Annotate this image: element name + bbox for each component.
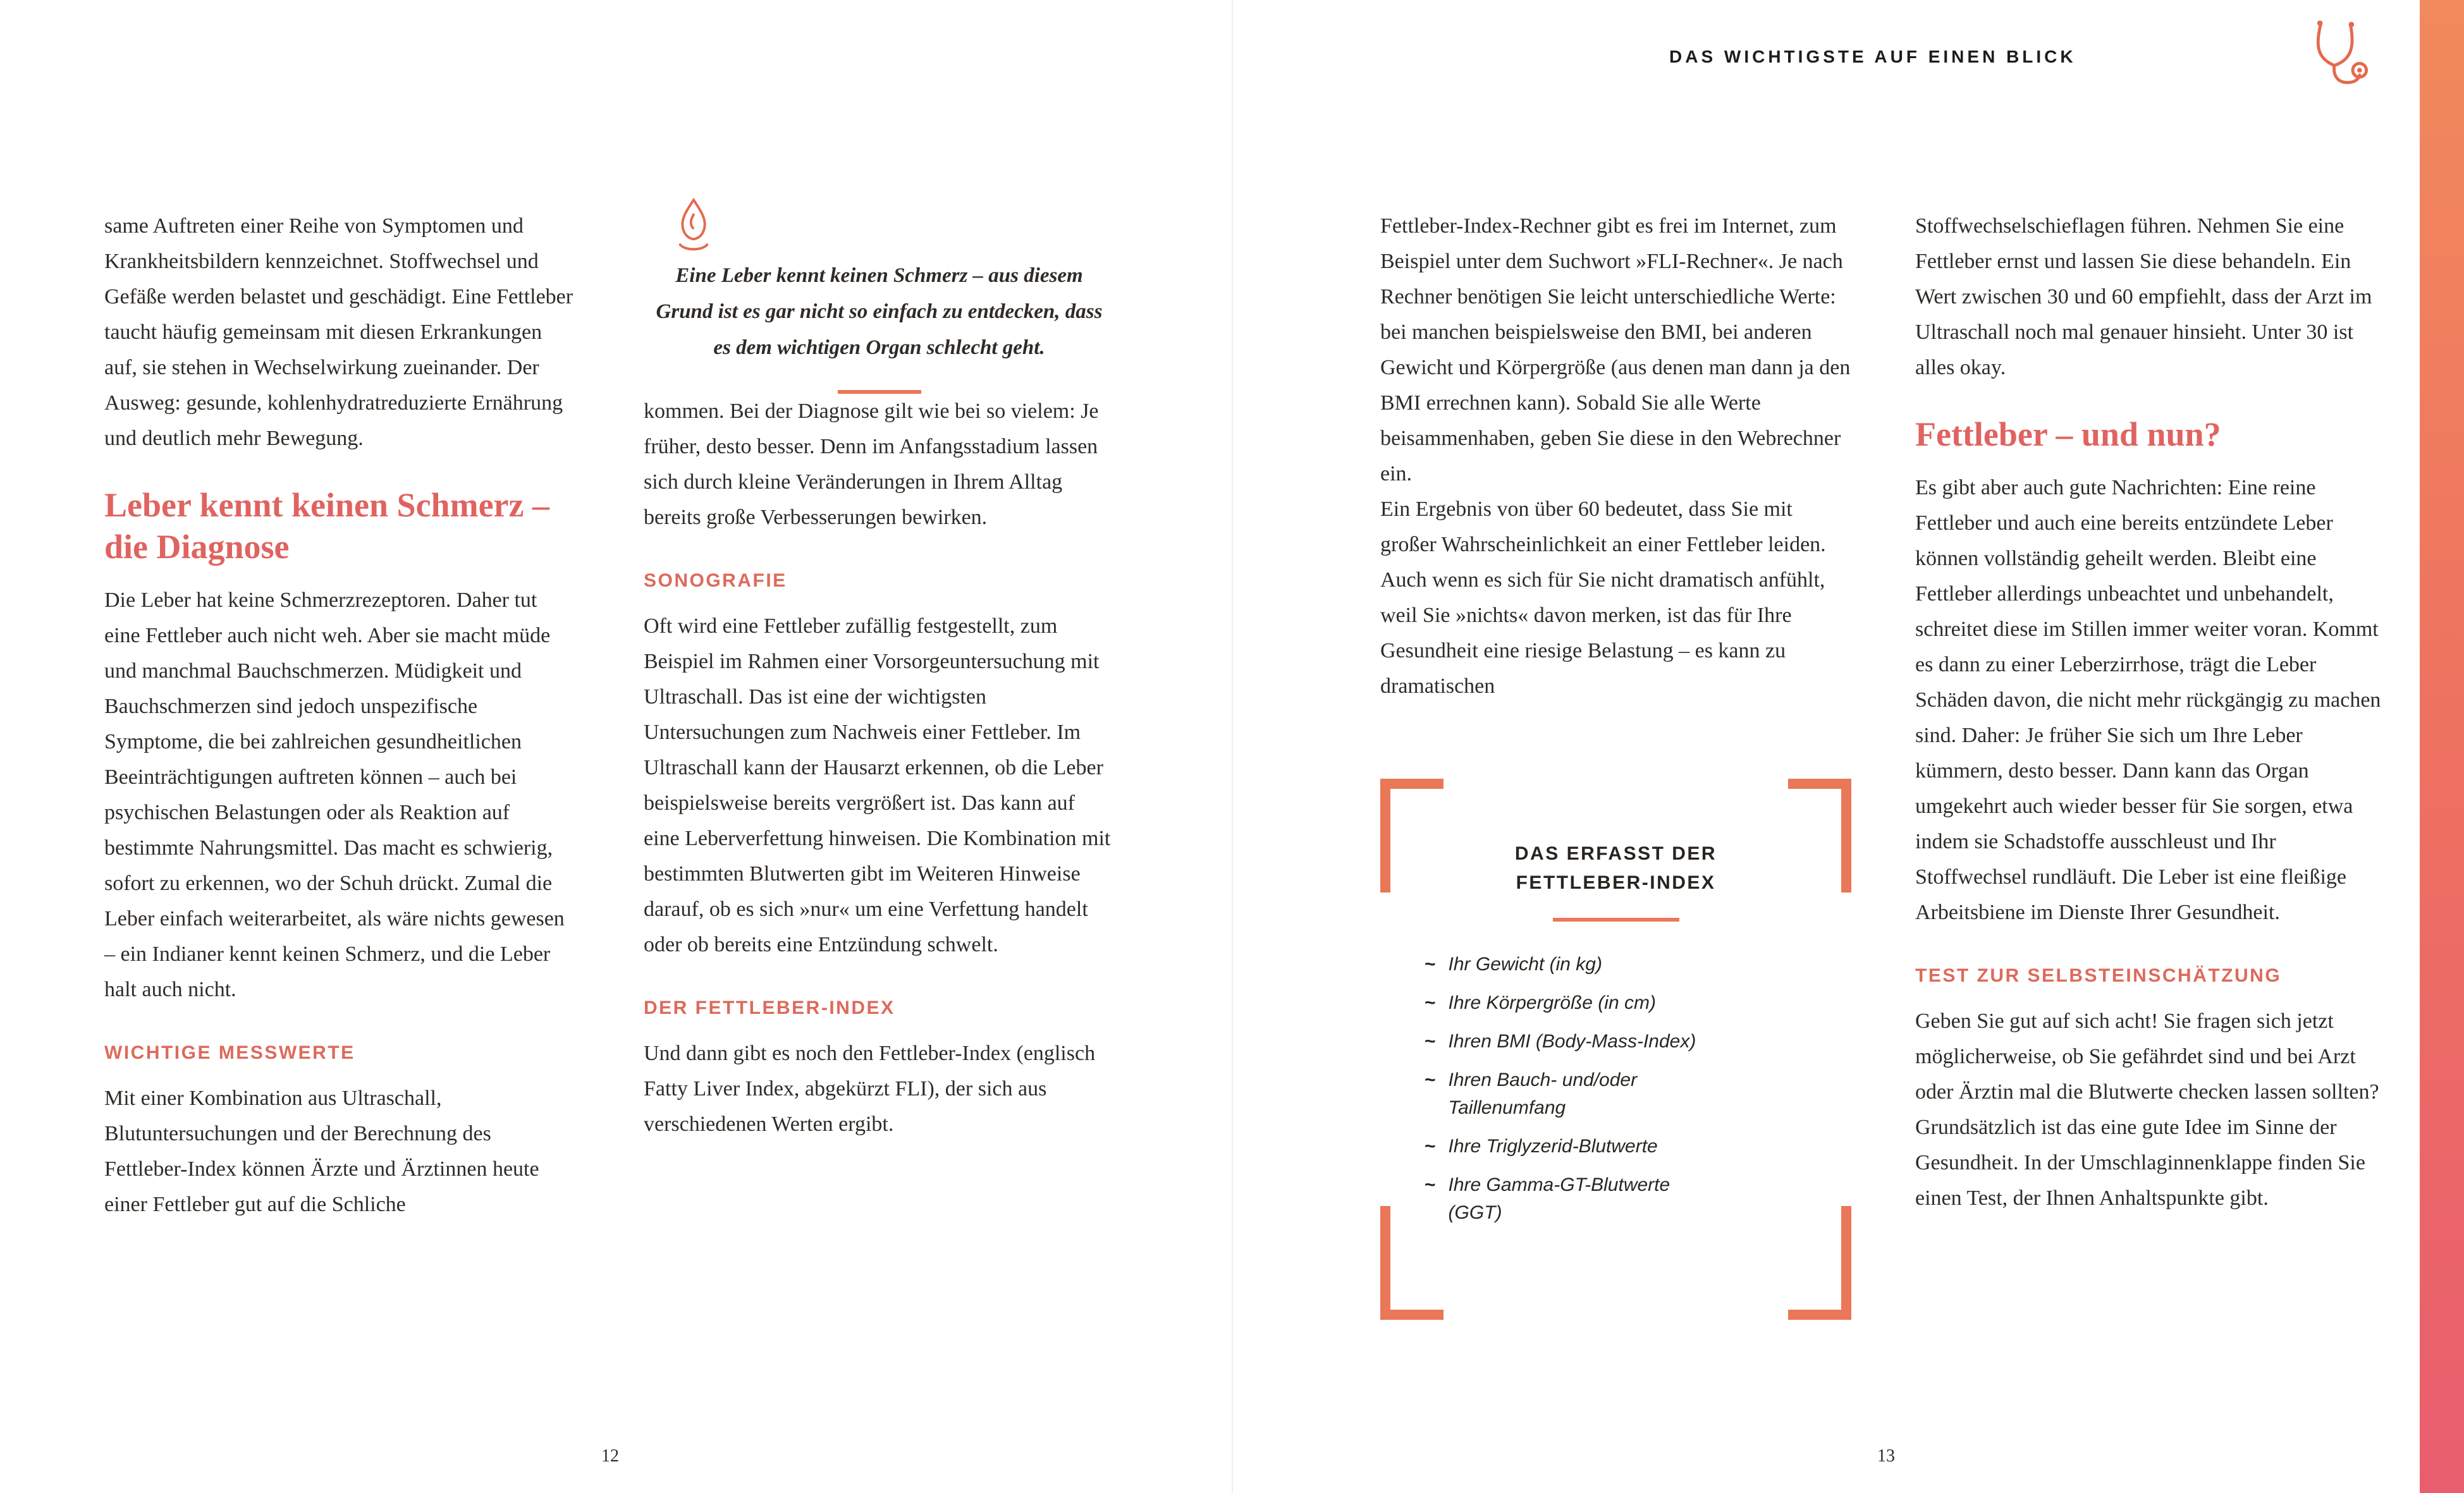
body-paragraph: Es gibt aber auch gute Nachrichten: Eine reine Fettleber und auch eine bereits entzündete Leber können vollständig geheilt werden. Bleibt eine Fettleber allerdings unbeachtet und unbehandelt, schreitet diese im Stillen immer weiter voran. Kommt es dann zu einer Leberzirrhose, trägt die Leber Schäden davon, die nicht mehr rückgängig zu machen sind. Daher: Je früher Sie sich um Ihre Leber kümmern, desto besser. Dann kann das Organ umgekehrt auch wieder besser für Sie sorgen, etwa indem sie Schadstoffe ausschleust und Ihr Stoffwechsel rundläuft. Die Leber ist eine fleißige Arbeitsbiene im Dienste Ihrer Gesundheit.	[1915, 476, 2381, 924]
fact-box-title-line: DAS ERFASST DER	[1514, 843, 1717, 864]
tilde-bullet: ~	[1425, 1136, 1436, 1157]
page-gutter	[1232, 0, 1233, 1493]
fact-box	[1380, 779, 1851, 1320]
body-paragraph: Die Leber hat keine Schmerzrezeptoren. Daher tut eine Fettleber auch nicht weh. Aber sie macht müde und manchmal Bauchschmerzen. Müdigkeit und Bauchschmerzen sind jedoch unspezifische Symptome, die bei zahlreichen gesundheitlichen Beeinträchtigungen auftreten können – auch bei psychischen Belastungen oder als Reaktion auf bestimmte Nahrungsmittel. Das macht es schwierig, sofort zu erkennen, wo der Schuh drückt. Zumal die Leber einfach weiterarbeitet, als wäre nichts gewesen – ein Indianer kennt keinen Schmerz, und die Leber halt auch nicht.	[104, 588, 565, 1001]
fact-box-divider	[1553, 918, 1679, 922]
body-paragraph: Oft wird eine Fettleber zufällig festgestellt, zum Beispiel im Rahmen einer Vorsorgeuntersuchung mit Ultraschall. Das ist eine der wichtigsten Untersuchungen zum Nachweis einer Fettleber. Im Ultraschall kann der Hausarzt erkennen, ob die Leber beispielsweise bereits vergrößert ist. Das kann auf eine Leberverfettung hinweisen. Die Kombination mit bestimmten Blutwerten gibt im Weiteren Hinweise darauf, ob es sich »nur« um eine Verfettung handelt oder ob bereits eine Entzündung schwelt.	[644, 614, 1111, 956]
flame-icon	[674, 196, 713, 255]
bracket-corner-top-left	[1380, 779, 1443, 893]
fact-box-item	[1425, 989, 1807, 1017]
fact-box-item-text: Ihre Triglyzerid-Blutwerte	[1448, 1136, 1658, 1157]
fact-box-item-text: Ihre Gamma-GT-Blutwerte (GGT)	[1448, 1174, 1670, 1223]
fact-box-title	[1425, 839, 1807, 898]
body-paragraph: Fettleber-Index-Rechner gibt es frei im Internet, zum Beispiel unter dem Suchwort »FLI-Rechner«. Je nach Rechner benötigen Sie leicht unterschiedliche Werte: bei manchen beispielsweise den BMI, bei anderen Gewicht und Körpergröße (aus denen man dann ja den BMI errechnen kann). Sobald Sie alle Werte beisammenhaben, geben Sie diese in den Webrechner ein.	[1380, 214, 1851, 485]
stethoscope-icon	[2302, 18, 2370, 95]
fact-box-item	[1425, 951, 1807, 978]
section-heading: Fettleber – und nun?	[1915, 415, 2221, 453]
tilde-bullet: ~	[1425, 992, 1436, 1013]
page-number-right: 13	[1877, 1446, 1895, 1466]
section-heading: Leber kennt keinen Schmerz – die Diagnose	[104, 486, 549, 566]
left-page-column-2	[644, 209, 1115, 1142]
fact-box-item	[1425, 1171, 1807, 1227]
page-number-left: 12	[601, 1446, 619, 1466]
fact-box-item-text: Ihr Gewicht (in kg)	[1448, 954, 1602, 975]
pull-quote: Eine Leber kennt keinen Schmerz – aus diesem Grund ist es gar nicht so einfach zu entdecken, dass es dem wichtigen Organ schlecht geht.	[656, 264, 1103, 359]
left-page-column-1	[104, 209, 575, 1222]
body-paragraph: same Auftreten einer Reihe von Symptomen und Krankheitsbildern kennzeichnet. Stoffwechsel und Gefäße werden belastet und geschädigt. Eine Fettleber taucht häufig gemeinsam mit diesen Erkrankungen auf, sie stehen in Wechselwirkung zueinander. Der Ausweg: gesunde, kohlenhydratreduzierte Ernährung und deutlich mehr Bewegung.	[104, 214, 573, 450]
tilde-bullet: ~	[1425, 1069, 1436, 1090]
subsection-heading: TEST ZUR SELBSTEINSCHÄTZUNG	[1915, 965, 2282, 986]
body-paragraph: Ein Ergebnis von über 60 bedeutet, dass Sie mit großer Wahrscheinlichkeit an einer Fettleber leiden. Auch wenn es sich für Sie nicht dramatisch anfühlt, weil Sie »nichts« davon merken, ist das für Ihre Gesundheit eine riesige Belastung – es kann zu dramatischen	[1380, 497, 1826, 698]
fact-box-item	[1425, 1066, 1807, 1122]
subsection-heading: DER FETTLEBER-INDEX	[644, 997, 895, 1018]
fact-box-item	[1425, 1028, 1807, 1056]
fact-box-title-line: FETTLEBER-INDEX	[1516, 872, 1716, 893]
fact-box-item-text: Ihre Körpergröße (in cm)	[1448, 992, 1656, 1013]
body-paragraph: Und dann gibt es noch den Fettleber-Index (englisch Fatty Liver Index, abgekürzt FLI), der sich aus verschiedenen Werten ergibt.	[644, 1042, 1096, 1136]
bracket-corner-bottom-right	[1788, 1206, 1851, 1320]
fact-box-item	[1425, 1133, 1807, 1161]
body-paragraph: kommen. Bei der Diagnose gilt wie bei so vielem: Je früher, desto besser. Denn im Anfangsstadium lassen sich durch kleine Veränderungen in Ihrem Alltag bereits große Verbesserungen bewirken.	[644, 399, 1099, 529]
bracket-corner-top-right	[1788, 779, 1851, 893]
body-paragraph: Mit einer Kombination aus Ultraschall, Blutuntersuchungen und der Berechnung des Fettleber-Index können Ärzte und Ärztinnen heute einer Fettleber gut auf die Schliche	[104, 1087, 539, 1216]
bracket-corner-bottom-left	[1380, 1206, 1443, 1320]
fact-box-item-text: Ihren BMI (Body-Mass-Index)	[1448, 1031, 1696, 1052]
fact-box-list	[1425, 951, 1807, 1227]
right-page-column-2	[1915, 209, 2393, 1216]
tilde-bullet: ~	[1425, 1174, 1436, 1195]
edge-gradient-bar	[2420, 0, 2464, 1493]
fact-box-item-text: Ihren Bauch- und/oder Taillenumfang	[1448, 1069, 1638, 1118]
tilde-bullet: ~	[1425, 954, 1436, 975]
tilde-bullet: ~	[1425, 1031, 1436, 1052]
right-page-column-1	[1380, 209, 1851, 1320]
subsection-heading: SONOGRAFIE	[644, 570, 787, 591]
body-paragraph: Geben Sie gut auf sich acht! Sie fragen sich jetzt möglicherweise, ob Sie gefährdet sind und bei Arzt oder Ärztin mal die Blutwerte checken lassen sollten? Grundsätzlich ist das eine gute Idee im Sinne der Gesundheit. In der Umschlaginnenklappe finden Sie einen Test, der Ihnen Anhaltspunkte gibt.	[1915, 1009, 2379, 1210]
subsection-heading: WICHTIGE MESSWERTE	[104, 1042, 355, 1063]
body-paragraph: Stoffwechselschieflagen führen. Nehmen Sie eine Fettleber ernst und lassen Sie diese behandeln. Ein Wert zwischen 30 und 60 empfiehlt, dass der Arzt im Ultraschall noch mal genauer hinsieht. Unter 30 ist alles okay.	[1915, 214, 2372, 379]
running-header: DAS WICHTIGSTE AUF EINEN BLICK	[1669, 47, 2076, 66]
